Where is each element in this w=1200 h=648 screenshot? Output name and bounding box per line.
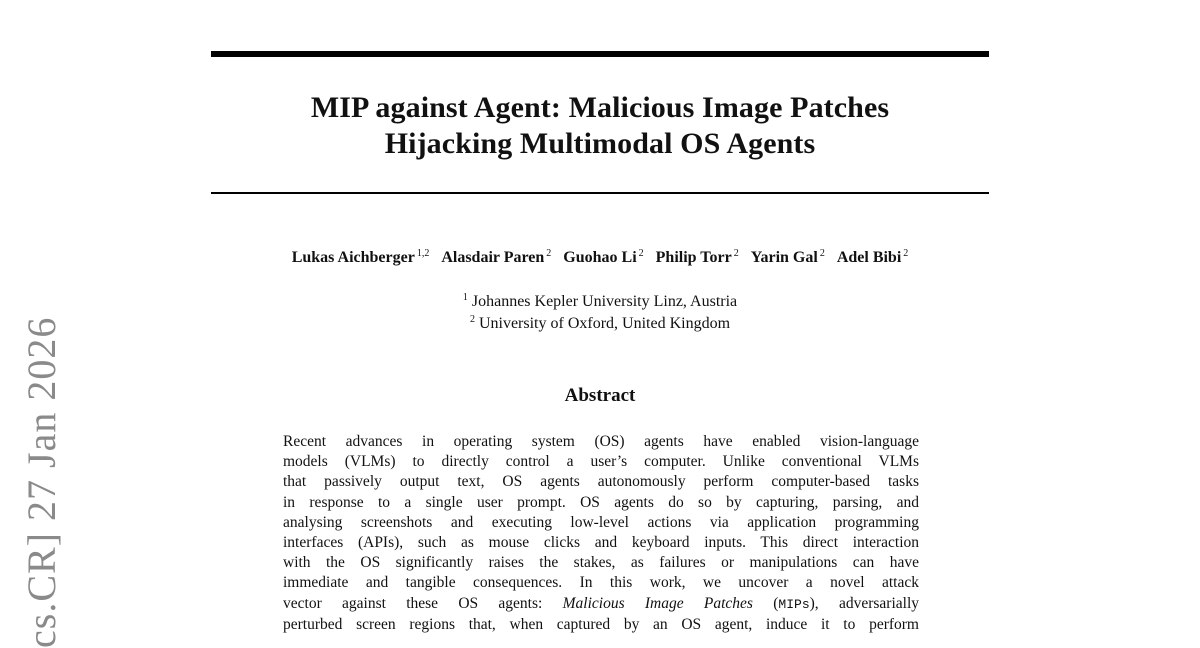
author-name: Lukas Aichberger [291,249,415,266]
abstract-text: ), adversarially [809,594,919,612]
abstract-body [283,432,919,635]
abstract-line: analysing screenshots and executing low-level actions via application programming [283,513,919,531]
author [441,247,551,269]
affiliation-list [211,291,989,335]
title-bottom-rule [211,192,989,194]
abstract-text: vector against these OS agents: [283,594,543,612]
abstract-code-term: MIPs [778,596,810,612]
author-affiliation-mark: 2 [819,247,825,259]
abstract-line: in response to a single user prompt. OS agents do so by capturing, parsing, and [283,493,919,511]
abstract-line: interfaces (APIs), such as mouse clicks and keyboard inputs. This direct interaction [283,534,919,552]
abstract-line: immediate and tangible consequences. In this work, we uncover a novel attack [283,574,919,592]
affiliation-text: University of Oxford, United Kingdom [478,315,731,332]
author-list [200,247,1000,269]
author-affiliation-mark: 2 [903,247,909,259]
paper-title-line-1: MIP against Agent: Malicious Image Patches [310,91,890,124]
author [837,247,908,269]
abstract-line: with the OS significantly raises the stakes, as failures or manipulations can have [283,554,919,572]
author [292,247,430,269]
abstract-line: models (VLMs) to directly control a user’s computer. Unlike conventional VLMs [283,453,919,471]
author [751,247,825,269]
author-affiliation-mark: 2 [546,247,552,259]
author-name: Yarin Gal [750,249,818,266]
abstract-line: perturbed screen regions that, when captured by an OS agent, induce it to perform [283,615,919,633]
title-top-rule [211,51,989,57]
abstract-heading: Abstract [564,385,636,406]
paper-title [211,90,989,162]
arxiv-identifier-stamp: cs.CR] 27 Jan 2026 [19,316,64,648]
author-affiliation-mark: 2 [638,247,644,259]
abstract-line: vector against these OS agents: Malicious Image Patches (MIPs), adversarially [283,594,919,612]
abstract-line: that passively output text, OS agents autonomously perform computer-based tasks [283,473,919,491]
affiliation-mark: 2 [469,313,475,325]
affiliation [211,313,989,335]
author-name: Adel Bibi [836,249,902,266]
author-name: Philip Torr [655,249,732,266]
author-affiliation-mark: 2 [733,247,739,259]
author-name: Guohao Li [563,249,637,266]
affiliation-text: Johannes Kepler University Linz, Austria [471,293,738,310]
abstract-line: Recent advances in operating system (OS) agents have enabled vision-language [283,433,919,450]
author [563,247,643,269]
author-affiliation-mark: 1,2 [416,247,430,259]
affiliation [211,291,989,313]
author-name: Alasdair Paren [441,249,545,266]
author [656,247,739,269]
affiliation-mark: 1 [462,291,468,303]
paper-title-line-2: Hijacking Multimodal OS Agents [384,127,816,160]
abstract-emphasis: Malicious Image Patches [562,594,753,612]
